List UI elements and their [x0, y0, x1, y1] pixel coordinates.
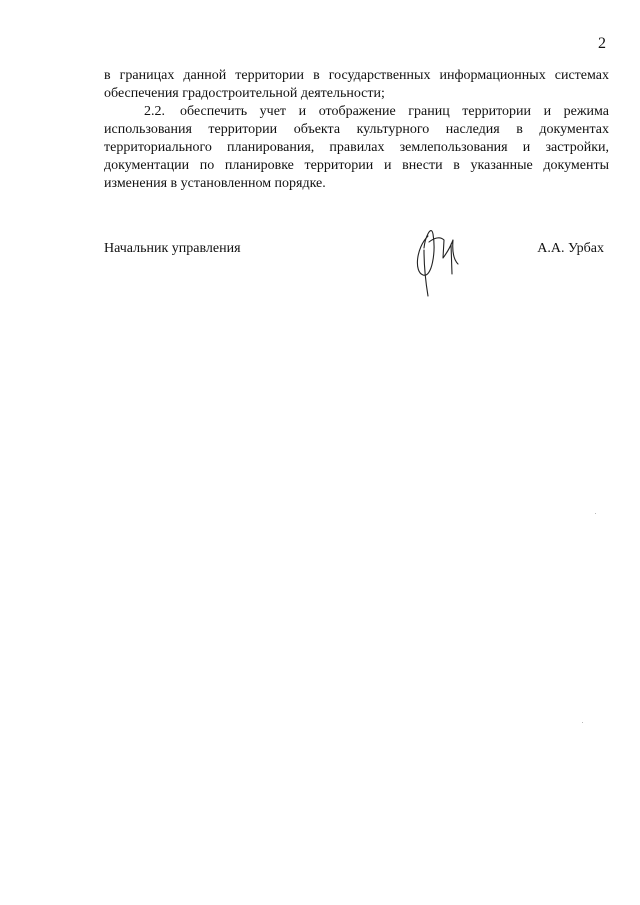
position-title: Начальник управления: [104, 241, 241, 256]
scan-speck: [582, 722, 583, 723]
paragraph-continuation: [104, 67, 609, 103]
paragraph-text: в границах данной территории в государственных информационных системах обеспечения градостроительной деятельности;: [104, 68, 609, 101]
page-number: 2: [598, 35, 606, 52]
scan-speck: [595, 513, 596, 514]
document-body: [104, 67, 609, 193]
handwritten-signature: [406, 218, 466, 304]
signature-block: [104, 240, 604, 310]
paragraph-number: 2.2.: [144, 104, 165, 119]
paragraph-2-2: [104, 103, 609, 193]
signatory-name: А.А. Урбах: [537, 241, 604, 256]
paragraph-text: обеспечить учет и отображение границ территории и режима использования территории объекта культурного наследия в документах территориального планирования, правилах землепользования и застройки, документации по планировке территории и внести в указанные документы изменения в установленном порядке.: [104, 104, 609, 191]
